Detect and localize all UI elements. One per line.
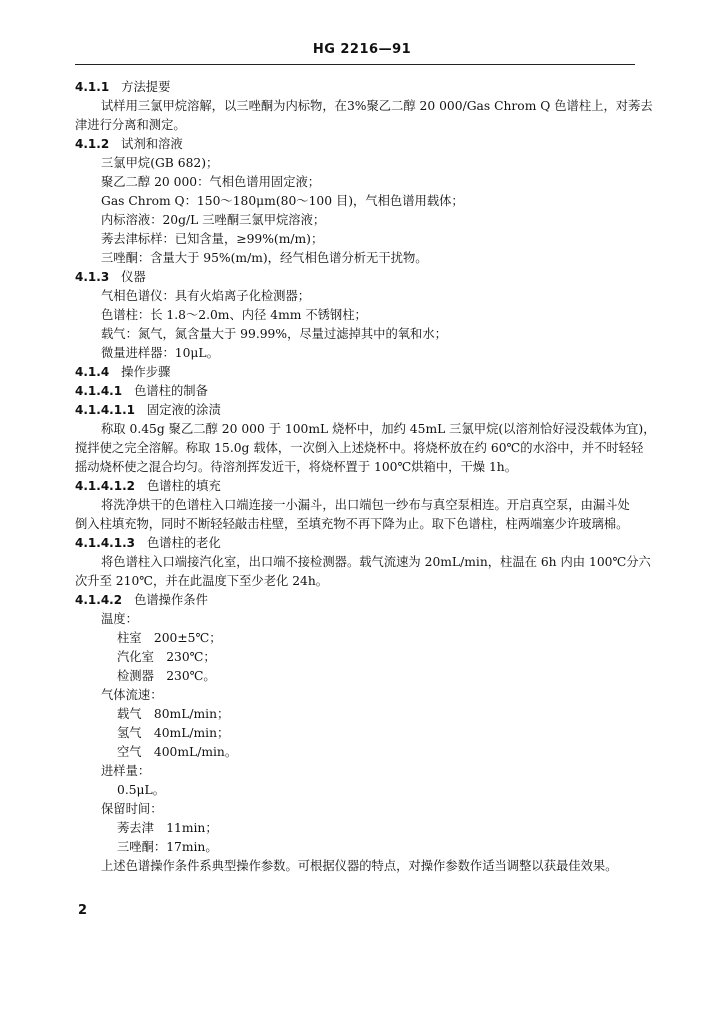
paragraph-line: Gas Chrom Q：150～180μm(80～100 目)，气相色谱用载体；: [101, 194, 464, 208]
paragraph-line: 三唑酮：含量大于 95%(m/m)，经气相色谱分析无干扰物。: [101, 251, 428, 265]
paragraph-line: 试样用三氯甲烷溶解，以三唑酮为内标物，在3%聚乙二醇 20 000/Gas Chrom Q 色谱柱上，对莠去: [101, 99, 653, 113]
paragraph-line: 倒入柱填充物，同时不断轻轻敲击柱壁，至填充物不再下降为止。取下色谱柱，柱两端塞少许玻璃棉。: [75, 517, 629, 531]
section-title: 试剂和溶液: [121, 137, 183, 151]
section-heading: [75, 268, 635, 287]
section-number: 4.1.4.1.3: [75, 536, 135, 550]
paragraph-line: 称取 0.45g 聚乙二醇 20 000 于 100mL 烧杯中，加约 45mL 三氯甲烷(以溶剂恰好浸没载体为宜)，: [101, 422, 656, 436]
section-title: 操作步骤: [121, 365, 171, 379]
section-heading: [75, 401, 635, 420]
section-number: 4.1.4.2: [75, 593, 123, 607]
section-number: 4.1.3: [75, 270, 110, 284]
section-number: 4.1.4: [75, 365, 110, 379]
paragraph-line: 微量进样器：10μL。: [101, 346, 219, 360]
paragraph-line: 载气 80mL/min；: [117, 707, 230, 721]
paragraph-line: 摇动烧杯使之混合均匀。待溶剂挥发近干，将烧杯置于 100℃烘箱中，干燥 1h。: [75, 460, 517, 474]
section-number: 4.1.4.1.2: [75, 479, 135, 493]
section-heading: [75, 534, 635, 553]
paragraph-line: 气相色谱仪：具有火焰离子化检测器；: [101, 289, 311, 303]
section-heading: [75, 382, 635, 401]
paragraph-line: 津进行分离和测定。: [75, 118, 186, 132]
paragraph-line: 莠去津 11min；: [117, 821, 218, 835]
paragraph-line: 搅拌使之完全溶解。称取 15.0g 载体，一次倒入上述烧杯中。将烧杯放在约 60℃的水浴中，并不时轻轻: [75, 441, 644, 455]
standard-number-header: HG 2216—91: [312, 42, 412, 57]
paragraph-line: 保留时间：: [101, 802, 163, 816]
page-number: 2: [78, 903, 88, 918]
section-number: 4.1.4.1.1: [75, 403, 135, 417]
section-title: 色谱操作条件: [134, 593, 208, 607]
document-body: [75, 78, 656, 876]
section-number: 4.1.2: [75, 137, 110, 151]
paragraph-line: 三氯甲烷(GB 682)；: [101, 156, 219, 170]
paragraph-line: 氢气 40mL/min；: [117, 726, 230, 740]
section-number: 4.1.1: [75, 80, 110, 94]
paragraph-line: 进样量：: [101, 764, 151, 778]
paragraph-line: 温度：: [101, 612, 138, 626]
paragraph-line: 三唑酮：17min。: [117, 840, 218, 854]
section-heading: [75, 477, 635, 496]
paragraph-line: 将洗净烘干的色谱柱入口端连接一小漏斗，出口端包一纱布与真空泵相连。开启真空泵，由漏斗处: [101, 498, 630, 512]
paragraph-line: 载气：氮气，氮含量大于 99.99%，尽量过滤掉其中的氧和水；: [101, 327, 447, 341]
section-number: 4.1.4.1: [75, 384, 123, 398]
section-title: 方法提要: [121, 80, 171, 94]
paragraph-line: 上述色谱操作条件系典型操作参数。可根据仪器的特点，对操作参数作适当调整以获最佳效果。: [101, 859, 618, 873]
section-title: 固定液的涂渍: [146, 403, 221, 417]
section-heading: [75, 78, 635, 97]
paragraph-line: 内标溶液：20g/L 三唑酮三氯甲烷溶液；: [101, 213, 326, 227]
paragraph-line: 汽化室 230℃；: [117, 650, 216, 664]
paragraph-line: 将色谱柱入口端接汽化室，出口端不接检测器。载气流速为 20mL/min，柱温在 6h 内由 100℃分六: [101, 555, 651, 569]
section-title: 色谱柱的老化: [146, 536, 221, 550]
section-title: 色谱柱的填充: [146, 479, 221, 493]
paragraph-line: 莠去津标样：已知含量，≥99%(m/m)；: [101, 232, 324, 246]
section-heading: [75, 135, 635, 154]
section-title: 色谱柱的制备: [134, 384, 208, 398]
paragraph-line: 检测器 230℃。: [117, 669, 216, 683]
section-heading: [75, 363, 635, 382]
paragraph-line: 色谱柱：长 1.8～2.0m、内径 4mm 不锈钢柱；: [101, 308, 367, 322]
paragraph-line: 聚乙二醇 20 000：气相色谱用固定液；: [101, 175, 321, 189]
section-heading: [75, 591, 635, 610]
paragraph-line: 柱室 200±5℃；: [117, 631, 222, 645]
header-rule: [75, 64, 635, 65]
paragraph-line: 次升至 210℃，并在此温度下至少老化 24h。: [75, 574, 329, 588]
section-title: 仪器: [121, 270, 146, 284]
paragraph-line: 气体流速：: [101, 688, 163, 702]
paragraph-line: 0.5μL。: [117, 783, 166, 797]
paragraph-line: 空气 400mL/min。: [117, 745, 238, 759]
